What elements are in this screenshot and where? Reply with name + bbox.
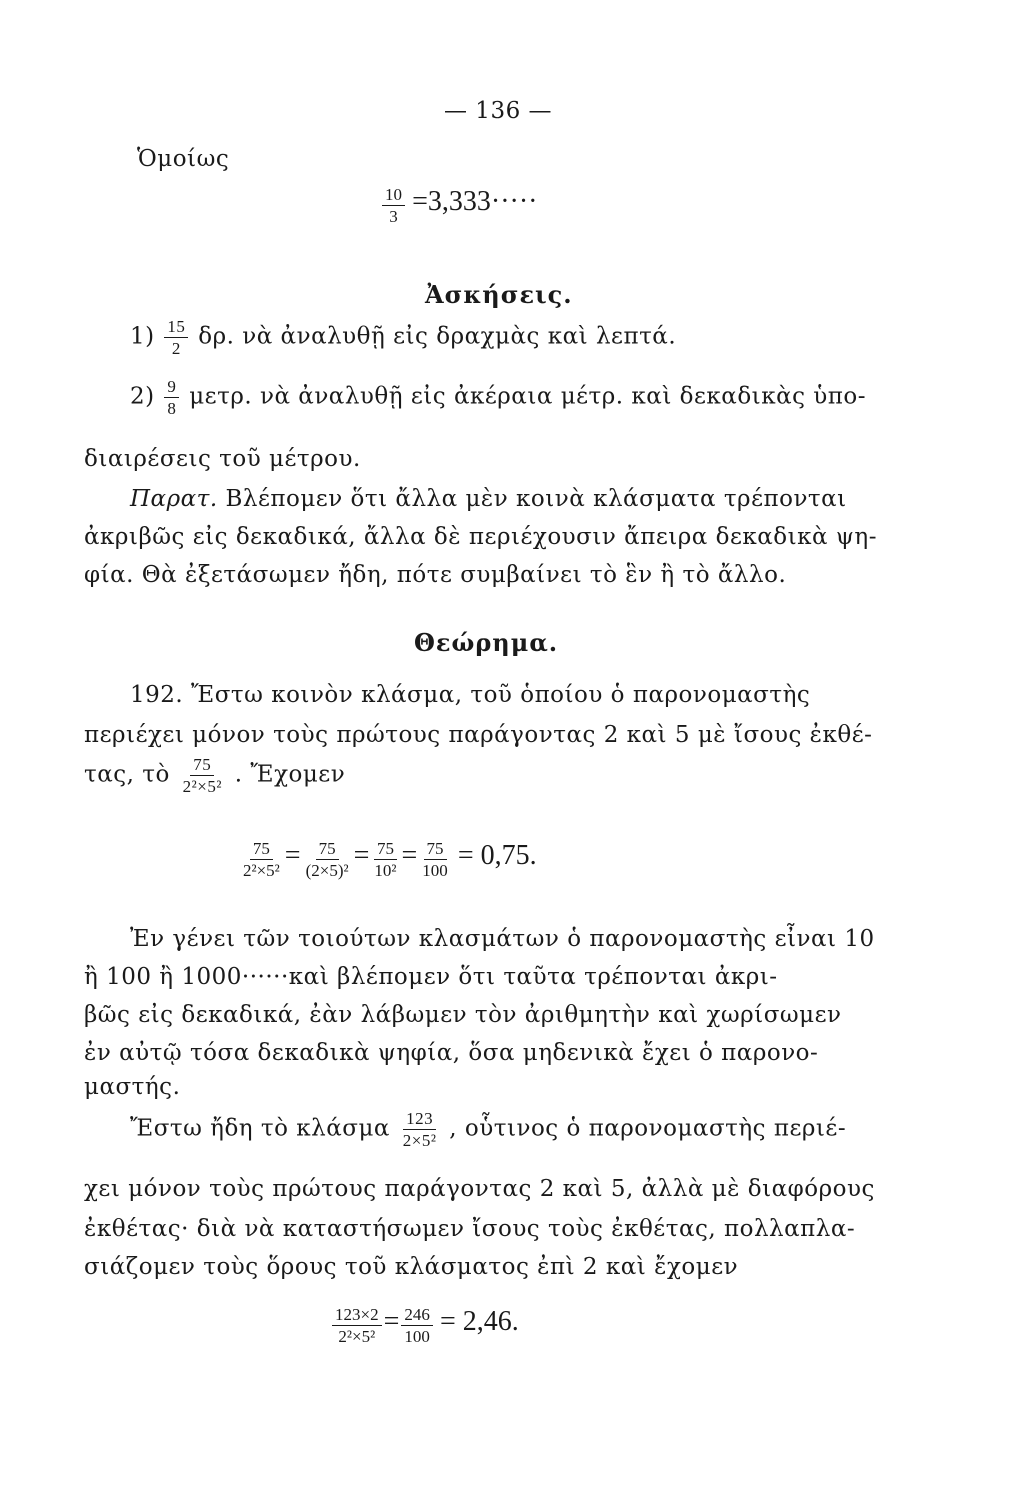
- numerator: 75: [374, 840, 397, 860]
- fraction-2: [401, 1306, 433, 1345]
- fraction-75-over-2sq5sq: [180, 756, 225, 795]
- paragraph-2-line-1: [130, 1110, 846, 1149]
- numerator: 75: [316, 840, 339, 860]
- numerator: 15: [164, 318, 188, 338]
- denominator: 100: [404, 1327, 430, 1346]
- remark-label: Παρατ.: [130, 486, 218, 512]
- equals-sign: =: [284, 840, 301, 871]
- denominator: 2: [171, 339, 181, 358]
- denominator: 8: [167, 399, 177, 418]
- theorem-line-1: 192. Ἔστω κοινὸν κλάσμα, τοῦ ὁποίου ὁ παρονομαστὴς: [130, 682, 811, 708]
- paragraph-1-line-5: μαστής.: [84, 1074, 181, 1100]
- intro-word: Ὁμοίως: [137, 146, 230, 172]
- denominator: 3: [389, 207, 398, 226]
- paragraph-2-text-post: , οὗτινος ὁ παρονομαστὴς περιέ-: [449, 1115, 847, 1142]
- theorem-text-pre: τας, τὸ: [84, 761, 170, 788]
- numerator: 75: [250, 840, 273, 860]
- paragraph-1-line-3: βῶς εἰς δεκαδικά, ἐὰν λάβωμεν τὸν ἀριθμητὴν καὶ χωρίσωμεν: [84, 1002, 842, 1028]
- numerator: 123: [403, 1110, 436, 1130]
- theorem-line-2: περιέχει μόνον τοὺς πρώτους παράγοντας 2 καὶ 5 μὲ ἴσους ἐκθέ-: [84, 722, 873, 748]
- paragraph-1-line-2: ἢ 100 ἢ 1000······καὶ βλέπομεν ὅτι ταῦτα τρέπονται ἀκρι-: [84, 964, 778, 990]
- fraction-9-8: [164, 378, 179, 417]
- equation-10-over-3: [380, 186, 538, 225]
- numerator: 75: [424, 840, 447, 860]
- equation-075: [238, 840, 537, 879]
- equals-sign: =: [401, 840, 418, 871]
- paragraph-2-line-2: χει μόνον τοὺς πρώτους παράγοντας 2 καὶ 5, ἀλλὰ μὲ διαφόρους: [84, 1176, 875, 1202]
- fraction-4: [419, 840, 451, 879]
- equation-result: = 0,75.: [457, 840, 537, 871]
- numerator: 246: [401, 1306, 433, 1326]
- denominator: 2²×5²: [243, 861, 280, 880]
- denominator: 2²×5²: [338, 1327, 376, 1346]
- numerator: 9: [164, 378, 179, 398]
- denominator: 2×5²: [402, 1131, 437, 1150]
- denominator: 100: [422, 861, 448, 880]
- exercise-text: μετρ. νὰ ἀναλυθῇ εἰς ἀκέραια μέτρ. καὶ δεκαδικὰς ὑπο-: [189, 383, 867, 410]
- numerator: 10: [382, 186, 405, 206]
- page-number: — 136 —: [444, 98, 553, 124]
- paragraph-1-line-1: Ἐν γένει τῶν τοιούτων κλασμάτων ὁ παρονομαστὴς εἶναι 10: [130, 926, 875, 952]
- remark-line-1: [130, 486, 847, 512]
- fraction-2: [303, 840, 352, 879]
- paragraph-2-text-pre: Ἔστω ἤδη τὸ κλάσμα: [130, 1115, 390, 1142]
- denominator: 2²×5²: [182, 777, 222, 796]
- numerator: 75: [190, 756, 214, 776]
- exercise-2-continuation: διαιρέσεις τοῦ μέτρου.: [84, 446, 361, 472]
- paragraph-2-line-3: ἐκθέτας· διὰ νὰ καταστήσωμεν ἴσους τοὺς ἐκθέτας, πολλαπλα-: [84, 1216, 856, 1242]
- equals-sign: =: [353, 840, 370, 871]
- remark-line-2: ἀκριβῶς εἰς δεκαδικά, ἄλλα δὲ περιέχουσιν ἄπειρα δεκαδικὰ ψη-: [84, 524, 877, 550]
- theorem-line-3: [84, 756, 345, 795]
- paragraph-1-line-4: ἐν αὐτῷ τόσα δεκαδικὰ ψηφία, ὅσα μηδενικὰ ἔχει ὁ παρονο-: [84, 1040, 819, 1066]
- denominator: 10²: [374, 861, 397, 880]
- equation-result: = 2,46.: [439, 1306, 519, 1337]
- fraction-1: [332, 1306, 382, 1345]
- exercise-2: [130, 378, 866, 417]
- denominator: (2×5)²: [305, 861, 349, 880]
- exercise-text: δρ. νὰ ἀναλυθῇ εἰς δραχμὰς καὶ λεπτά.: [198, 323, 677, 350]
- fraction-1: [240, 840, 283, 879]
- remark-text: Βλέπομεν ὅτι ἄλλα μὲν κοινὰ κλάσματα τρέπονται: [225, 486, 847, 512]
- theorem-text-post: . Ἔχομεν: [234, 761, 346, 788]
- exercise-1: [130, 318, 676, 357]
- exercise-label: 2): [130, 383, 155, 410]
- section-title-theorem: Θεώρημα.: [414, 628, 559, 657]
- fraction-3: [371, 840, 399, 879]
- exercise-label: 1): [130, 323, 155, 350]
- equals-sign: =: [383, 1306, 400, 1337]
- equation-result: =3,333·····: [412, 186, 538, 217]
- fraction-15-2: [164, 318, 188, 357]
- remark-line-3: φία. Θὰ ἐξετάσωμεν ἤδη, πότε συμβαίνει τὸ ἓν ἢ τὸ ἄλλο.: [84, 562, 787, 588]
- section-title-exercises: Ἀσκήσεις.: [425, 280, 573, 309]
- numerator: 123×2: [332, 1306, 382, 1326]
- equation-246: [330, 1306, 519, 1345]
- fraction-123-over-2x5sq: [400, 1110, 440, 1149]
- paragraph-2-line-4: σιάζομεν τοὺς ὅρους τοῦ κλάσματος ἐπὶ 2 καὶ ἔχομεν: [84, 1254, 739, 1280]
- fraction-10-3: [382, 186, 405, 225]
